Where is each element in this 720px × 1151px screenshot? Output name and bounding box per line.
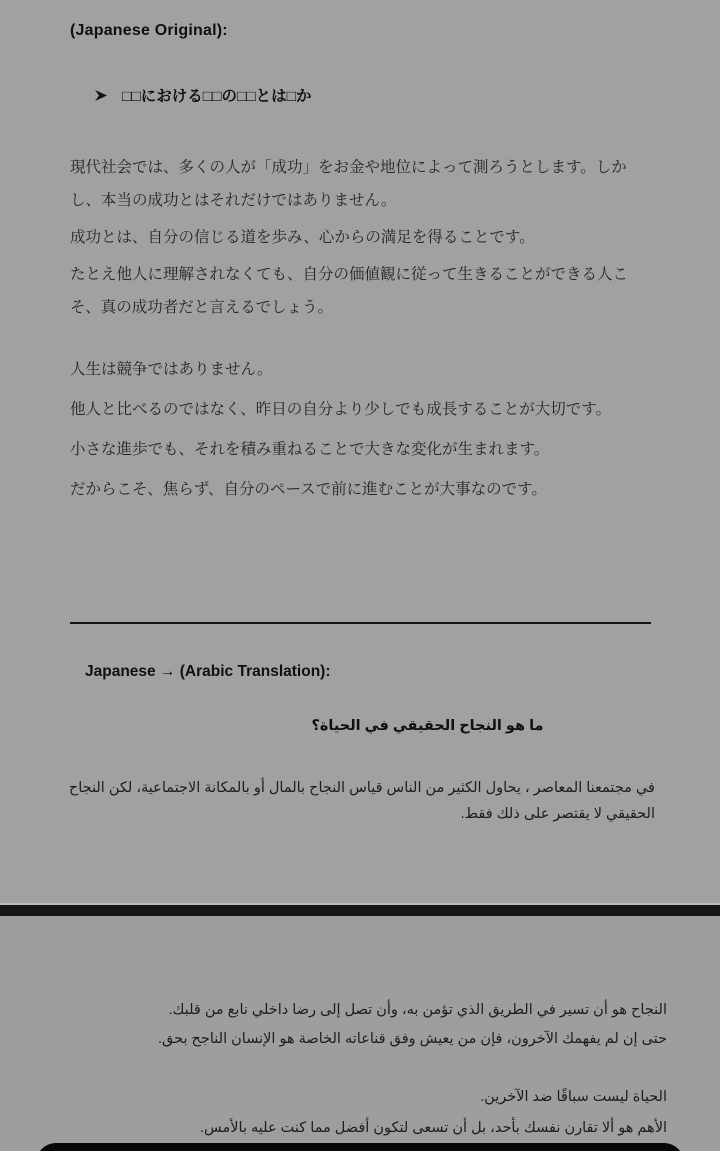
japanese-paragraph: 成功とは、自分の信じる道を歩み、心からの満足を得ることです。 bbox=[70, 229, 535, 246]
japanese-paragraph: 小さな進歩でも、それを積み重ねることで大きな変化が生まれます。 bbox=[70, 441, 550, 458]
arabic-line: الأهم هو ألا تقارن نفسك بأحد، بل أن تسعى لتكون أفضل مما كنت عليه بالأمس. bbox=[200, 1120, 667, 1136]
arabic-continued-group bbox=[50, 996, 667, 1143]
japanese-paragraph-group-1 bbox=[70, 151, 655, 328]
bullet-heading-text: □□における□□の□□とは□か bbox=[122, 88, 312, 105]
japanese-paragraph: たとえ他人に理解されなくても、自分の価値観に従って生きることができる人こそ、真の成功者だと言えるでしょう。 bbox=[70, 266, 629, 316]
section-divider-line bbox=[70, 622, 651, 624]
arabic-paragraph: في مجتمعنا المعاصر ، يحاول الكثير من الناس قياس النجاح بالمال أو بالمكانة الاجتماعية، لكن النجاح الحقيقي لا يقتصر على ذلك فقط. bbox=[68, 780, 655, 822]
bottom-rounded-panel bbox=[36, 1143, 684, 1151]
arabic-heading: ما هو النجاح الحقيقي في الحياة؟ bbox=[311, 718, 544, 734]
arabic-line: حتى إن لم يفهمك الآخرون، فإن من يعيش وفق قناعاته الخاصة هو الإنسان الناجح بحق. bbox=[157, 1031, 667, 1047]
blank-line-spacer bbox=[50, 1054, 667, 1083]
arabic-translation-title: Japanese → (Arabic Translation): bbox=[85, 663, 331, 680]
japanese-paragraph: 人生は競争ではありません。 bbox=[70, 361, 273, 378]
japanese-paragraph: 現代社会では、多くの人が「成功」をお金や地位によって測ろうとします。しかし、本当の成功とはそれだけではありません。 bbox=[70, 159, 627, 209]
japanese-original-title: (Japanese Original): bbox=[70, 22, 228, 39]
page-break-bar bbox=[0, 905, 720, 916]
japanese-paragraph: 他人と比べるのではなく、昨日の自分より少しでも成長することが大切です。 bbox=[70, 401, 611, 418]
arrowhead-right-icon bbox=[94, 88, 108, 103]
japanese-paragraph-group-2 bbox=[70, 353, 655, 513]
arabic-line: النجاح هو أن تسير في الطريق الذي تؤمن به، وأن تصل إلى رضا داخلي نابع من قلبك. bbox=[168, 1002, 667, 1018]
bullet-heading-line bbox=[94, 84, 312, 106]
japanese-paragraph: だからこそ、焦らず、自分のペースで前に進むことが大事なのです。 bbox=[70, 481, 547, 498]
arabic-line: الحياة ليست سباقًا ضد الآخرين. bbox=[480, 1089, 667, 1105]
